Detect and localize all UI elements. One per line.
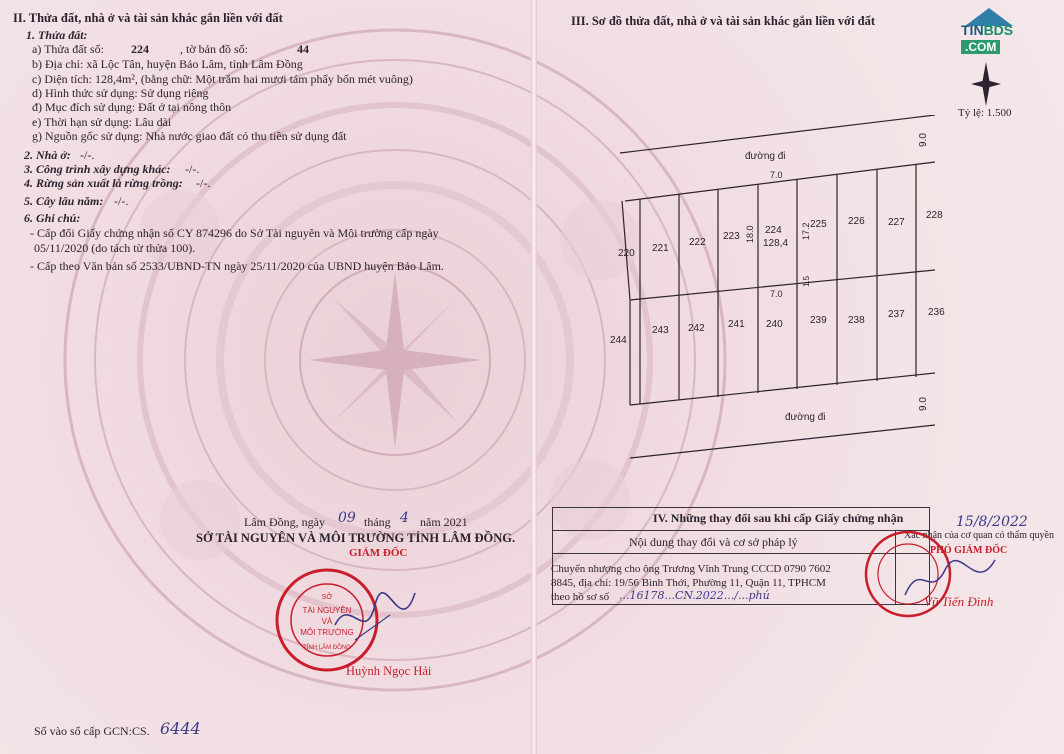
page-fold: [531, 0, 537, 754]
date-month: 4: [400, 510, 409, 526]
changes-entry-line-2: 8845, địa chỉ: 19/56 Bình Thới, Phường 11, Quận 11, TPHCM: [551, 577, 826, 589]
lot-220: 220: [618, 248, 635, 259]
map-sheet-label: , tờ bản đồ số:: [180, 42, 249, 56]
lot-243: 243: [652, 325, 669, 336]
changes-entry-line-1: Chuyển nhượng cho ông Trương Vĩnh Trung CCCD 0790 7602: [551, 563, 831, 575]
logo-com: .COM: [961, 40, 1000, 54]
lot-221: 221: [652, 243, 669, 254]
changes-col-content: Nội dung thay đổi và cơ sở pháp lý: [629, 535, 798, 549]
usage-purpose-line: đ) Mục đích sử dụng: Đất ở tại nông thôn: [32, 100, 232, 114]
dim-small: 1.5: [802, 275, 811, 287]
change-date-handwritten: 15/8/2022: [956, 514, 1028, 530]
changes-title: IV. Những thay đổi sau khi cấp Giấy chứng nhận: [653, 511, 904, 525]
north-arrow-icon: [971, 62, 1001, 106]
section-ii-title: II. Thửa đất, nhà ở và tài sản khác gắn liền với đất: [13, 11, 283, 25]
lot-239: 239: [810, 315, 827, 326]
section-2-value: -/-.: [80, 148, 95, 162]
section-1-heading: 1. Thửa đất:: [26, 28, 88, 42]
map-sheet-value: 44: [297, 42, 309, 56]
lot-244: 244: [610, 335, 627, 346]
lot-238: 238: [848, 315, 865, 326]
lot-222: 222: [689, 237, 706, 248]
note-2-line: - Cấp theo Văn bản số 2533/UBND-TN ngày 25/11/2020 của UBND huyện Bảo Lâm.: [30, 259, 444, 273]
section-3-heading: 3. Công trình xây dựng khác:: [24, 162, 171, 176]
usage-term-line: e) Thời hạn sử dụng: Lâu dài: [32, 115, 172, 129]
seal-text-2: TÀI NGUYÊN: [302, 606, 352, 615]
change-signer-name: Vũ Tiến Đình: [924, 594, 994, 609]
note-1-line-2: 05/11/2020 (do tách từ thửa 100).: [34, 241, 196, 255]
authority-name: SỞ TÀI NGUYÊN VÀ MÔI TRƯỜNG TỈNH LÂM ĐỒNG.: [196, 531, 516, 545]
tinbds-logo: [957, 4, 1021, 64]
date-day: 09: [338, 510, 356, 526]
usage-form-line: d) Hình thức sử dụng: Sử dụng riêng: [32, 86, 209, 100]
registry-value: 6444: [160, 719, 201, 738]
signer-name: Huỳnh Ngọc Hải: [346, 664, 432, 678]
registry-label: Số vào sổ cấp GCN:CS.: [34, 724, 150, 738]
scale-label: Tỷ lệ: 1.500: [958, 107, 1012, 119]
logo-tin: TIN: [961, 22, 984, 38]
parcel-number-label: a) Thửa đất số:: [32, 42, 104, 56]
section-5-value: -/-.: [114, 194, 129, 208]
section-4-value: -/-.: [196, 176, 211, 190]
lot-224-area: 128,4: [763, 238, 789, 249]
lot-241: 241: [728, 319, 745, 330]
lot-225: 225: [810, 219, 827, 230]
lot-236: 236: [928, 307, 945, 318]
section-4-heading: 4. Rừng sản xuất là rừng trồng:: [24, 176, 183, 190]
parcel-number-value: 224: [131, 42, 149, 56]
seal-text-3: VÀ: [321, 617, 333, 626]
seal-text-1: SỞ: [321, 594, 333, 601]
lot-240: 240: [766, 319, 783, 330]
note-1-line-1: - Cấp đổi Giấy chứng nhận số CY 874296 do Sở Tài nguyên và Môi trường cấp ngày: [30, 226, 439, 240]
section-6-heading: 6. Ghi chú:: [24, 211, 81, 225]
lot-242: 242: [688, 323, 705, 334]
dim-bottom-width: 7.0: [770, 289, 783, 299]
area-line: c) Diện tích: 128,4m², (bằng chữ: Một trăm hai mươi tám phẩy bốn mét vuông): [32, 72, 413, 86]
lot-224: 224: [765, 225, 782, 236]
changes-entry-file-number: ...16178...CN.2022.../...phú: [619, 589, 770, 602]
lot-227: 227: [888, 217, 905, 228]
lot-228: 228: [926, 210, 943, 221]
lot-237: 237: [888, 309, 905, 320]
director-title: GIÁM ĐỐC: [349, 547, 408, 559]
director-signature: [330, 585, 420, 655]
changes-col-confirmation: Xác nhận của cơ quan có thẩm quyền: [904, 530, 1054, 541]
road-top-label: đường đi: [745, 151, 786, 162]
seal-text-4: MÔI TRƯỜNG: [300, 628, 354, 637]
section-iii-title: III. Sơ đồ thửa đất, nhà ở và tài sản khác gắn liền với đất: [571, 14, 876, 28]
changes-entry-line-3-label: theo hồ sơ số: [551, 591, 610, 603]
section-3-value: -/-.: [185, 162, 200, 176]
dim-top-width: 7.0: [770, 170, 783, 180]
logo-bds: BDS: [983, 22, 1014, 38]
date-month-label: tháng: [364, 515, 391, 529]
section-2-heading: 2. Nhà ở:: [24, 148, 71, 162]
section-5-heading: 5. Cây lâu năm:: [24, 194, 104, 208]
address-line: b) Địa chỉ: xã Lộc Tân, huyện Bảo Lâm, tỉnh Lâm Đồng: [32, 57, 303, 71]
seal-text-5: TỈNH LÂM ĐỒNG: [303, 645, 351, 651]
lot-223: 223: [723, 231, 740, 242]
usage-origin-line: g) Nguồn gốc sử dụng: Nhà nước giao đất có thu tiền sử dụng đất: [32, 129, 347, 143]
date-year: năm 2021: [420, 515, 468, 529]
dim-road-top: 9.0: [918, 133, 929, 147]
lot-226: 226: [848, 216, 865, 227]
parcel-diagram: [600, 115, 955, 465]
change-stamp-title: PHÓ GIÁM ĐỐC: [930, 545, 1008, 556]
date-place: Lâm Đồng, ngày: [244, 515, 325, 529]
dim-left-length: 18.0: [745, 225, 755, 243]
road-bottom-label: đường đi: [785, 412, 826, 423]
dim-right-length: 17.2: [801, 222, 811, 240]
dim-road-bottom: 9.0: [918, 397, 929, 411]
